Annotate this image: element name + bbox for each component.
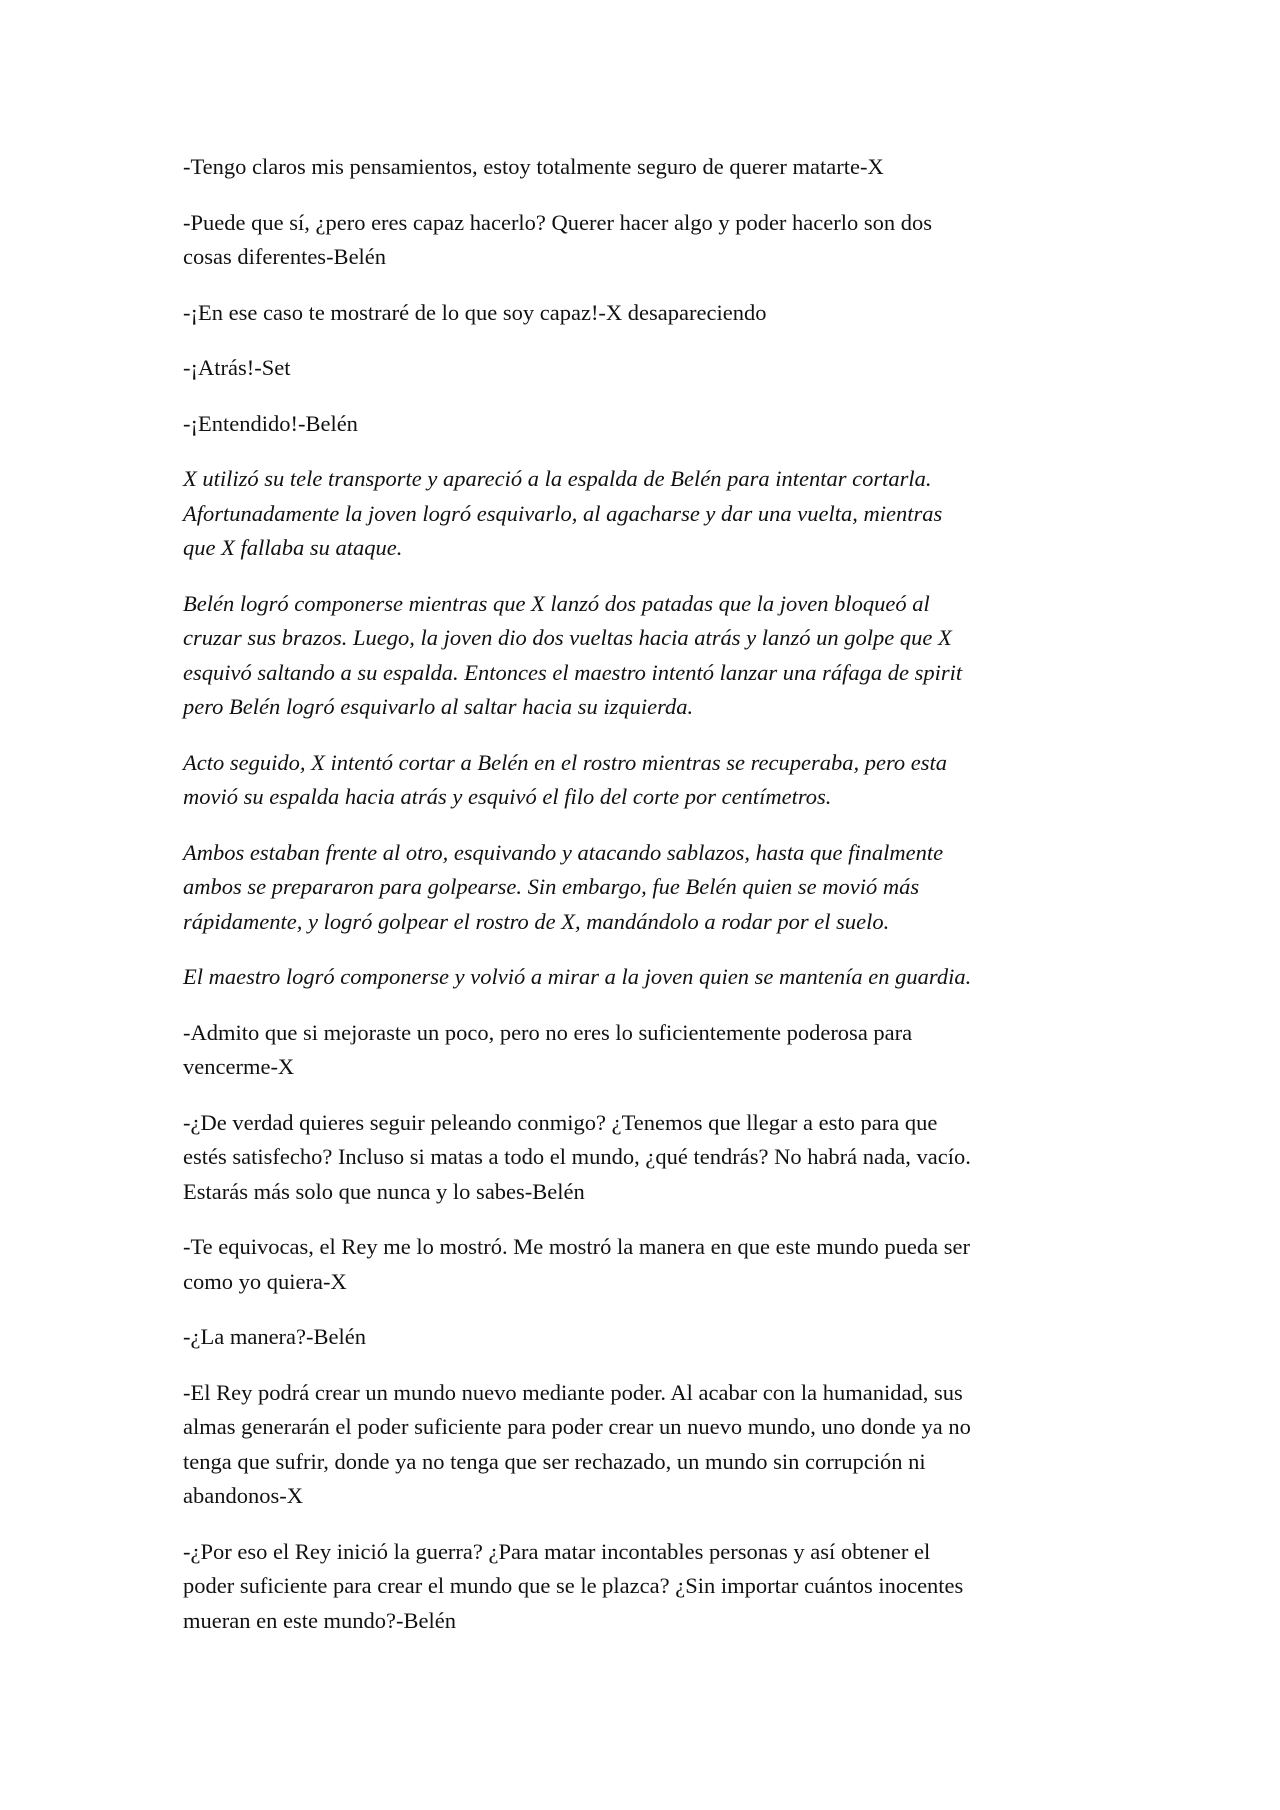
- dialogue-paragraph: [183, 351, 1113, 386]
- text-line: -¡En ese caso te mostraré de lo que soy capaz!-X desapareciendo: [183, 299, 767, 325]
- text-line: X utilizó su tele transporte y apareció a la espalda de Belén para intentar cortarla.: [183, 466, 932, 491]
- text-line: -Puede que sí, ¿pero eres capaz hacerlo? Querer hacer algo y poder hacerlo son dos: [183, 209, 933, 235]
- narration-paragraph: [183, 587, 1113, 725]
- text-line: cruzar sus brazos. Luego, la joven dio dos vueltas hacia atrás y lanzó un golpe que X: [183, 625, 952, 650]
- text-line: almas generarán el poder suficiente para poder crear un nuevo mundo, uno donde ya no: [183, 1414, 971, 1439]
- narration-paragraph: [183, 836, 1113, 940]
- text-line: -¿Por eso el Rey inició la guerra? ¿Para matar incontables personas y así obtener el: [183, 1538, 931, 1564]
- narration-paragraph: [183, 462, 1113, 566]
- text-line: movió su espalda hacia atrás y esquivó el filo del corte por centímetros.: [183, 784, 832, 809]
- text-line: -Admito que si mejoraste un poco, pero no eres lo suficientemente poderosa para: [183, 1019, 913, 1045]
- text-line: estés satisfecho? Incluso si matas a todo el mundo, ¿qué tendrás? No habrá nada, vacío.: [183, 1144, 971, 1169]
- text-line: Belén logró componerse mientras que X lanzó dos patadas que la joven bloqueó al: [183, 590, 930, 616]
- text-line: Afortunadamente la joven logró esquivarlo, al agacharse y dar una vuelta, mientras: [183, 500, 943, 526]
- text-line: -¡Atrás!-Set: [183, 355, 291, 380]
- text-line: Acto seguido, X intentó cortar a Belén en el rostro mientras se recuperaba, pero esta: [183, 749, 948, 775]
- text-line: esquivó saltando a su espalda. Entonces el maestro intentó lanzar una ráfaga de spirit: [183, 659, 963, 685]
- dialogue-paragraph: [183, 1320, 1113, 1355]
- text-line: abandonos-X: [183, 1483, 303, 1508]
- text-line: poder suficiente para crear el mundo que se le plazca? ¿Sin importar cuántos inocentes: [183, 1573, 964, 1598]
- text-line: cosas diferentes-Belén: [183, 244, 387, 269]
- narration-paragraph: [183, 746, 1113, 815]
- text-line: -¿La manera?-Belén: [183, 1324, 366, 1349]
- dialogue-paragraph: [183, 206, 1113, 275]
- text-line: vencerme-X: [183, 1054, 295, 1079]
- document-page: [183, 150, 1113, 1659]
- dialogue-paragraph: [183, 1016, 1113, 1085]
- text-line: -Te equivocas, el Rey me lo mostró. Me mostró la manera en que este mundo pueda ser: [183, 1234, 970, 1259]
- text-line: mueran en este mundo?-Belén: [183, 1607, 457, 1633]
- text-line: ambos se prepararon para golpearse. Sin embargo, fue Belén quien se movió más: [183, 874, 920, 899]
- text-line: Ambos estaban frente al otro, esquivando y atacando sablazos, hasta que finalmente: [183, 839, 944, 865]
- dialogue-paragraph: [183, 407, 1113, 442]
- text-line: -¡Entendido!-Belén: [183, 410, 358, 436]
- text-line: -¿De verdad quieres seguir peleando conmigo? ¿Tenemos que llegar a esto para que: [183, 1109, 938, 1135]
- text-line: Estarás más solo que nunca y lo sabes-Belén: [183, 1178, 585, 1204]
- text-line: pero Belén logró esquivarlo al saltar hacia su izquierda.: [183, 694, 694, 719]
- dialogue-paragraph: [183, 1106, 1113, 1210]
- dialogue-paragraph: [183, 296, 1113, 331]
- text-line: que X fallaba su ataque.: [183, 535, 403, 560]
- dialogue-paragraph: [183, 1230, 1113, 1299]
- text-line: rápidamente, y logró golpear el rostro de X, mandándolo a rodar por el suelo.: [183, 908, 890, 934]
- text-line: -Tengo claros mis pensamientos, estoy totalmente seguro de querer matarte-X: [183, 154, 884, 179]
- text-line: -El Rey podrá crear un mundo nuevo mediante poder. Al acabar con la humanidad, sus: [183, 1379, 963, 1405]
- narration-paragraph: [183, 960, 1113, 995]
- dialogue-paragraph: [183, 150, 1113, 185]
- text-line: como yo quiera-X: [183, 1268, 347, 1294]
- dialogue-paragraph: [183, 1535, 1113, 1639]
- text-line: El maestro logró componerse y volvió a mirar a la joven quien se mantenía en guardia.: [183, 964, 972, 989]
- text-line: tenga que sufrir, donde ya no tenga que ser rechazado, un mundo sin corrupción ni: [183, 1448, 926, 1474]
- dialogue-paragraph: [183, 1376, 1113, 1514]
